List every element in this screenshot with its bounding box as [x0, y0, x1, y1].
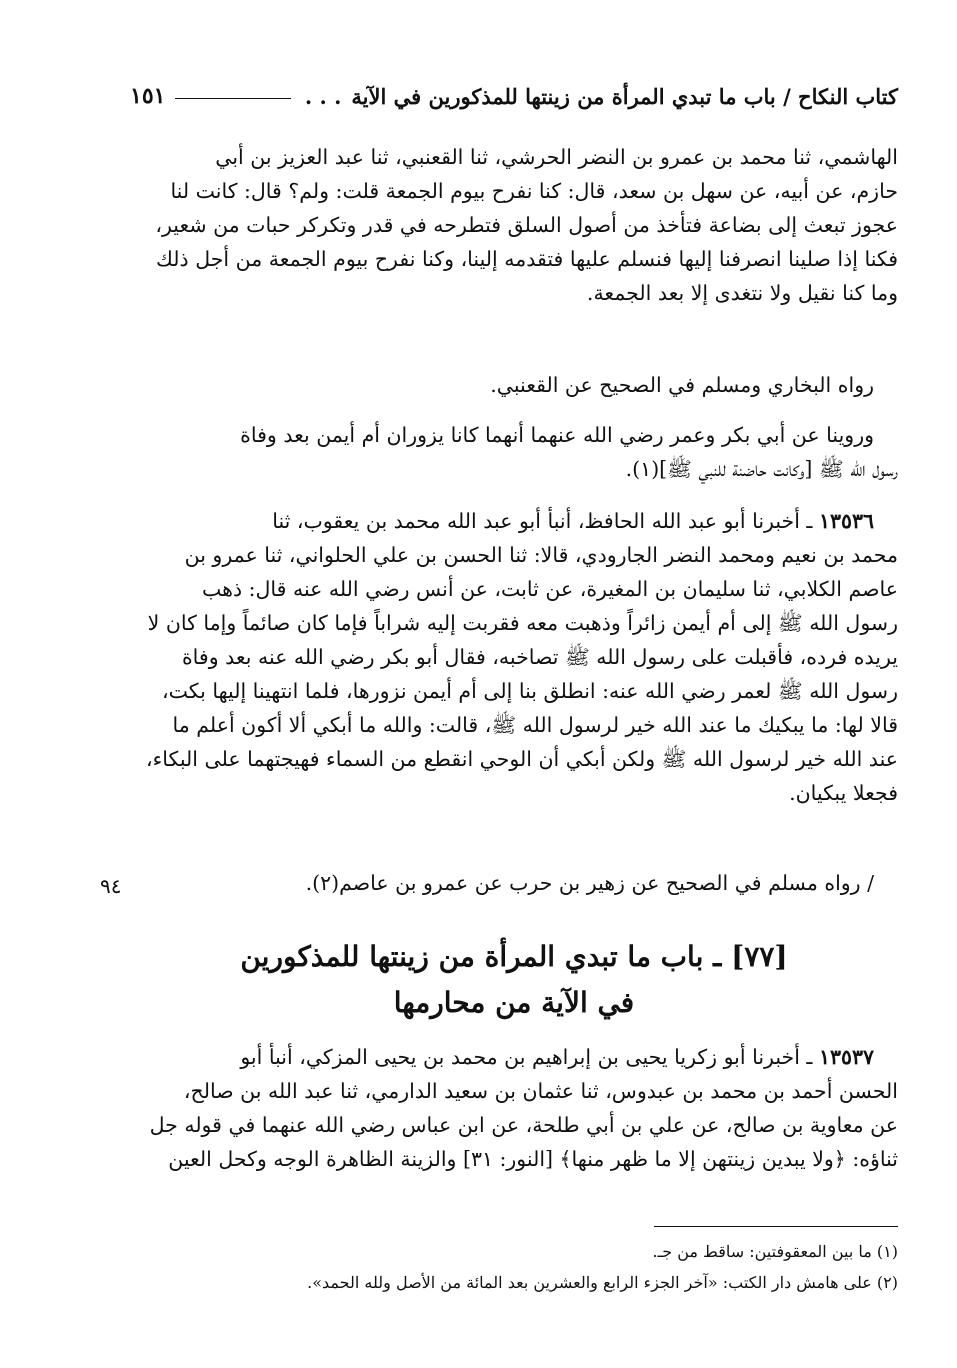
- text-line: ـ أخبرنا أبو عبد الله الحافظ، أنبأ أبو عبد الله محمد بن يعقوب، ثنا: [272, 509, 819, 533]
- text-line: ـ أخبرنا أبو زكريا يحيى بن إبراهيم بن محمد بن يحيى المزكي، أنبأ أبو: [240, 1045, 819, 1069]
- running-header: [130, 76, 898, 116]
- text-line: فجعلا يبكيان.: [789, 781, 898, 805]
- hadith-number: ١٣٥٣٧: [818, 1045, 874, 1069]
- narration-bukhari-muslim: [130, 368, 898, 402]
- text-line: محمد بن نعيم ومحمد النضر الجارودي، قالا: ثنا الحسن بن علي الحلواني، ثنا عمرو بن: [184, 543, 898, 567]
- text-line: الحسن أحمد بن محمد بن عبدوس، ثنا عثمان بن سعيد الدارمي، ثنا عبد الله بن صالح،: [183, 1079, 898, 1103]
- hadith-13537: [130, 1040, 898, 1176]
- text-line: يريده فرده، فأقبلت على رسول الله ﷺ تصاخبه، فقال أبو بكر رضي الله عنه بعد وفاة: [181, 645, 898, 669]
- header-rule: [175, 98, 290, 99]
- hadith-first-line: [130, 1040, 898, 1074]
- text-line: عاصم الكلابي، ثنا سليمان بن المغيرة، عن ثابت، عن أنس رضي الله عنه قال: ذهب: [202, 577, 898, 601]
- hadith-first-line: [130, 504, 898, 538]
- text-line: عجوز تبعث إلى بضاعة فتأخذ من أصول السلق فتطرحه في قدر وتكركر حبات من شعير،: [155, 213, 898, 237]
- footnote-2: (٢) على هامش دار الكتب: «آخر الجزء الرابع والعشرين بعد المائة من الأصل ولله الحمد».: [307, 1273, 898, 1292]
- text-line: رسول الله ﷺ [وكانت حاضنة للنبي ﷺ](١).: [625, 457, 898, 481]
- page-number: ١٥١: [130, 83, 166, 109]
- text-line: رسول الله ﷺ إلى أم أيمن زائراً وذهبت معه فقربت إليه شراباً فإما كان صائماً وإما كان لا: [147, 611, 898, 635]
- text-line: رواه البخاري ومسلم في الصحيح عن القعنبي.: [490, 373, 874, 397]
- chapter-title: [130, 934, 898, 1026]
- text-line: عند الله خير لرسول الله ﷺ ولكن أبكي أن الوحي انقطع من السماء فهيجتهما على البكاء،: [146, 747, 898, 771]
- narration-abu-bakr-umar: [130, 418, 898, 486]
- text-line: قالا لها: ما يبكيك ما عند الله خير لرسول الله ﷺ، قالت: والله ما أبكي ألا أكون أعلم ما: [172, 713, 898, 737]
- hadith-number: ١٣٥٣٦: [818, 509, 874, 533]
- text-line: الهاشمي، ثنا محمد بن عمرو بن النضر الحرشي، ثنا القعنبي، ثنا عبد العزيز بن أبي: [215, 145, 898, 169]
- text-line: ثناؤه: ﴿ولا يبدين زينتهن إلا ما ظهر منها﴾ [النور: ٣١] والزينة الظاهرة الوجه وكحل العين: [168, 1147, 898, 1171]
- text-line: فكنا إذا صلينا انصرفنا إليها فنسلم عليها فتقدمه إلينا، وكنا نفرح بيوم الجمعة من أجل ذلك: [156, 247, 898, 271]
- text-line: عن معاوية بن صالح، عن علي بن أبي طلحة، عن ابن عباس رضي الله عنهما في قوله جل: [149, 1113, 898, 1137]
- hadith-13536: [130, 504, 898, 810]
- footnotes: [130, 1236, 898, 1298]
- chapter-title-line2: في الآية من محارمها: [393, 986, 635, 1019]
- text-line: وروينا عن أبي بكر وعمر رضي الله عنهما أنهما كانا يزوران أم أيمن بعد وفاة: [240, 423, 874, 447]
- text-line: رسول الله ﷺ لعمر رضي الله عنه: انطلق بنا إلى أم أيمن نزورها، فلما انتهينا إليها بكت،: [162, 679, 898, 703]
- manuscript-folio-number: ٩٤: [100, 874, 122, 898]
- header-ellipsis: . . .: [304, 83, 342, 109]
- footnote-1: (١) ما بين المعقوفتين: ساقط من جـ.: [652, 1242, 898, 1261]
- footnote-separator: [654, 1226, 898, 1227]
- narration-muslim: [130, 866, 898, 900]
- hadith-continuation: [130, 140, 898, 310]
- chapter-title-line1: [٧٧] ـ باب ما تبدي المرأة من زينتها للمذكورين: [240, 940, 788, 973]
- text-line: حازم، عن أبيه، عن سهل بن سعد، قال: كنا نفرح بيوم الجمعة قلت: ولم؟ قال: كانت لنا: [170, 179, 898, 203]
- text-line: وما كنا نقيل ولا نتغدى إلا بعد الجمعة.: [586, 281, 898, 305]
- header-title: كتاب النكاح / باب ما تبدي المرأة من زينتها للمذكورين في الآية: [351, 83, 898, 109]
- text-line: / رواه مسلم في الصحيح عن زهير بن حرب عن عمرو بن عاصم(٢).: [305, 871, 874, 895]
